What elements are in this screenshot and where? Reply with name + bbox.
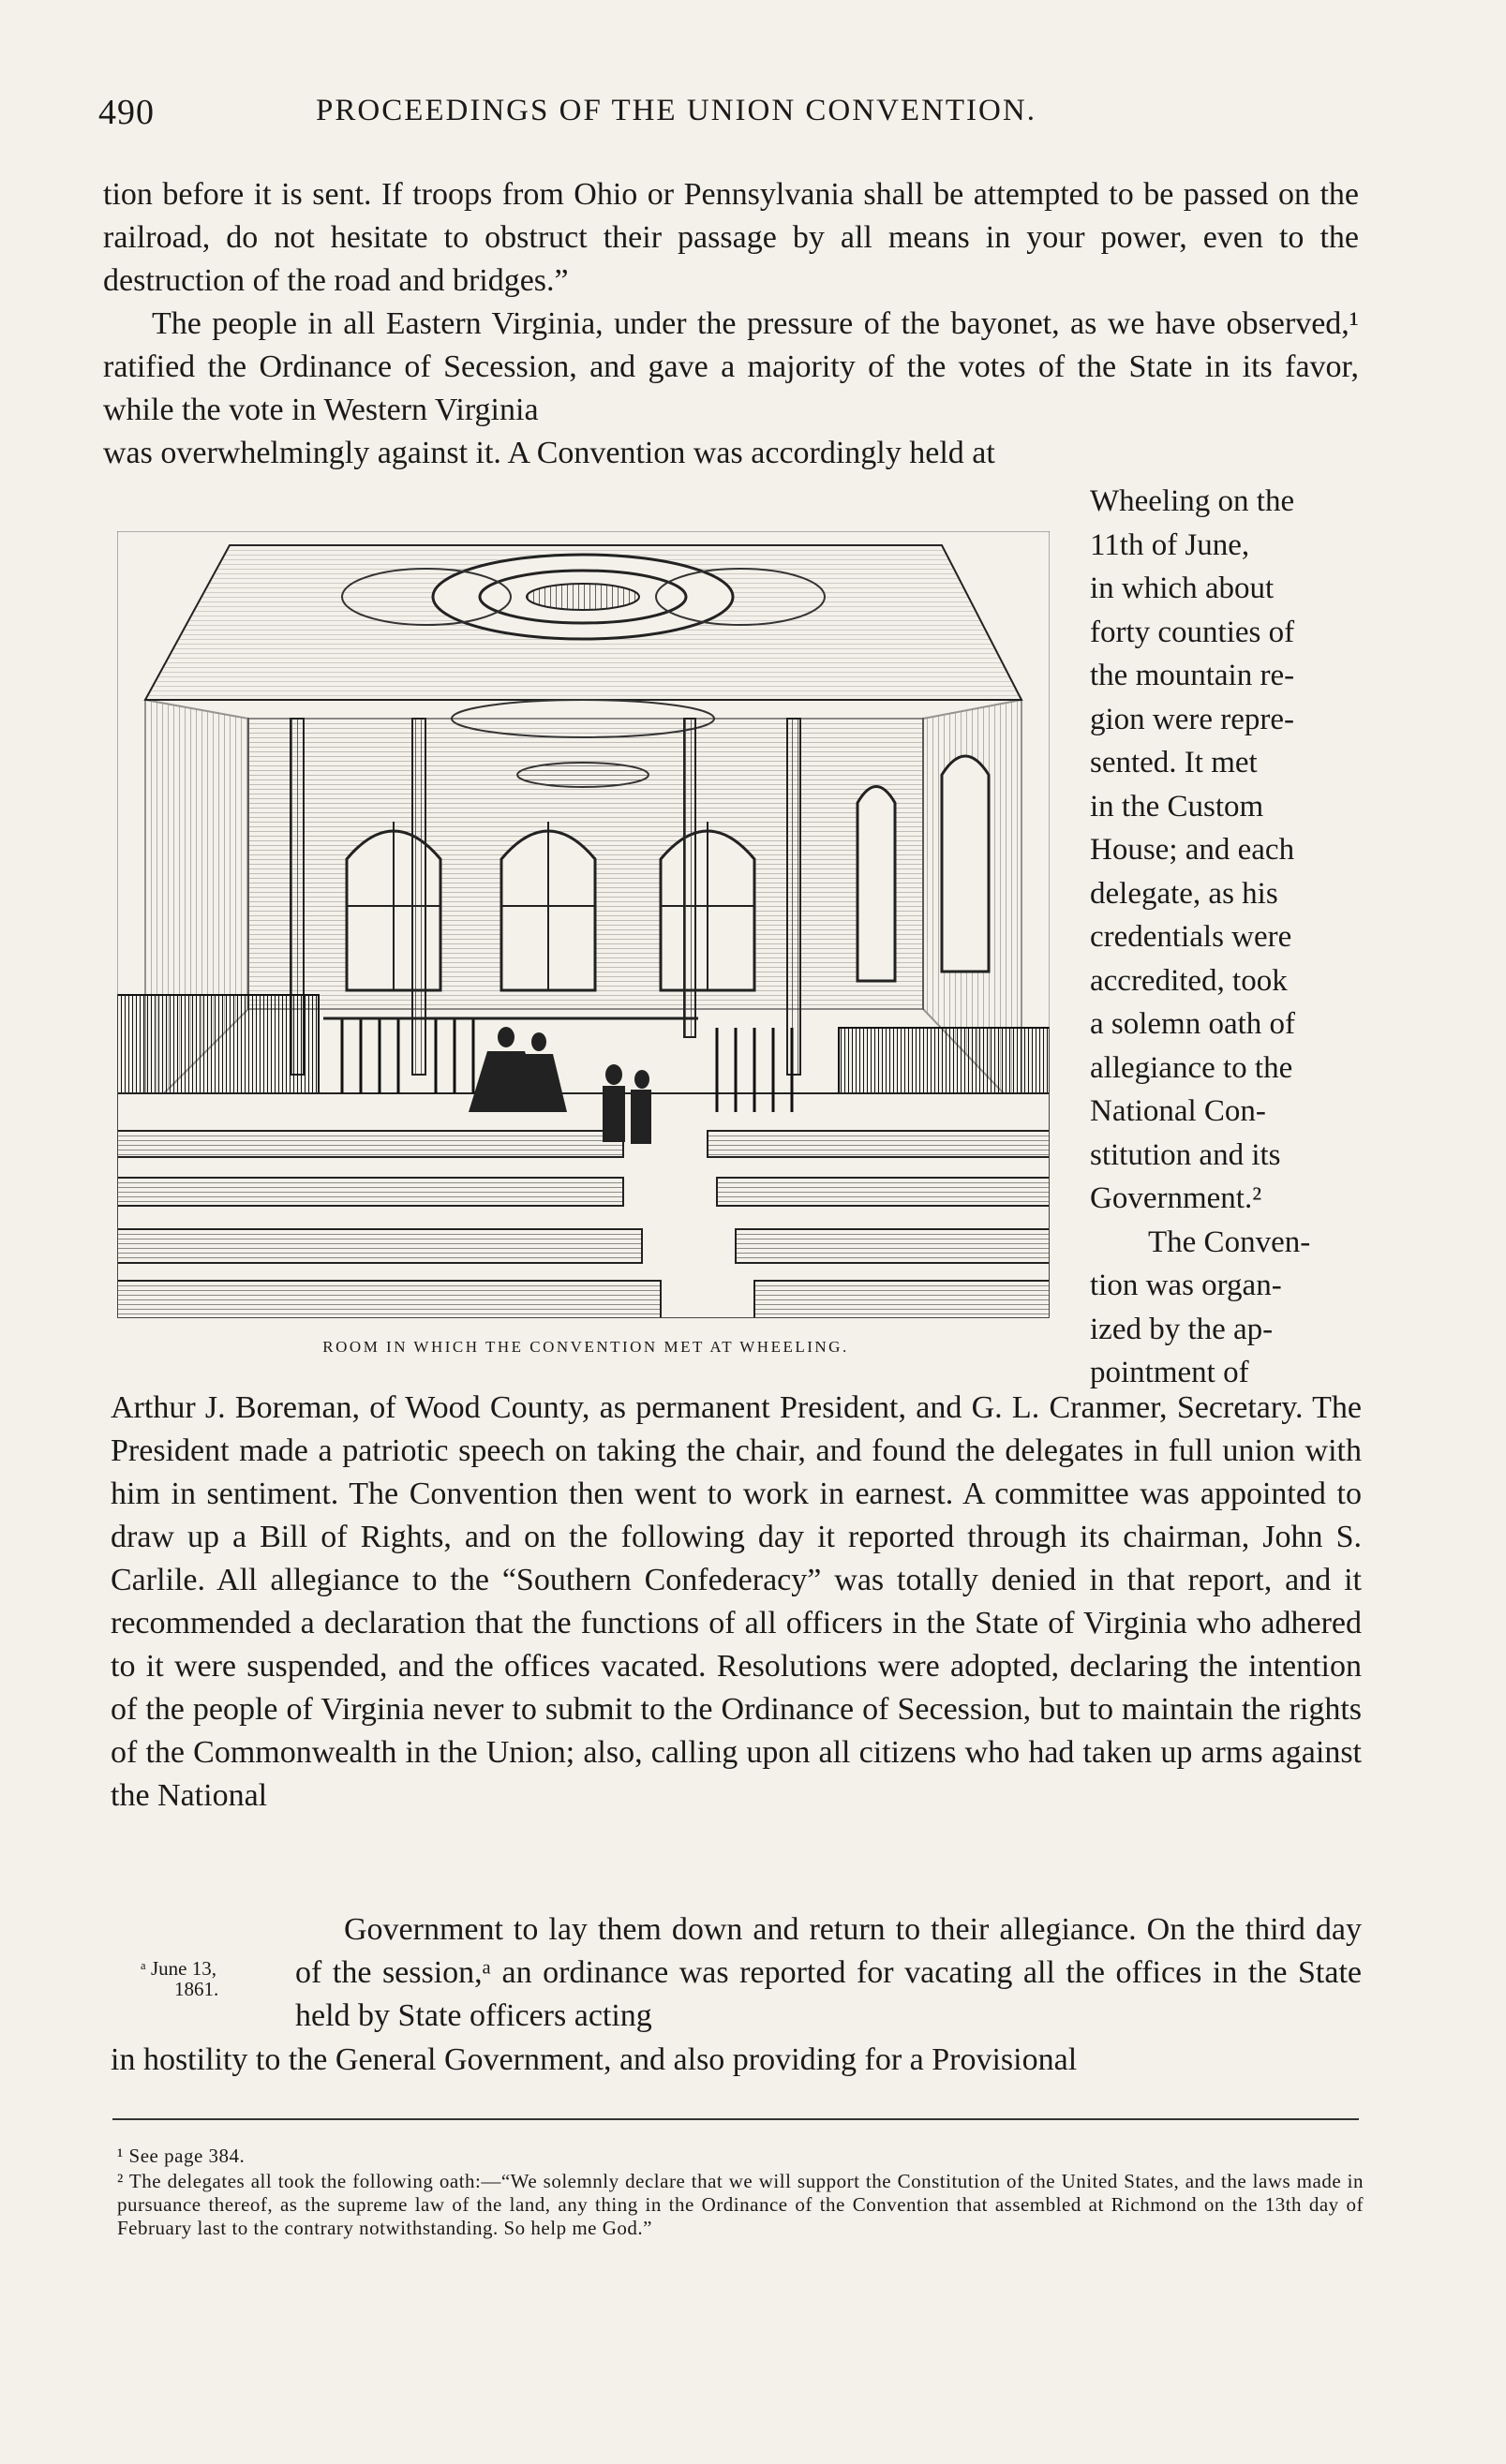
wrapped-line: forty counties of [1090, 615, 1295, 649]
footnotes [117, 2145, 1364, 2242]
paragraph-4: Government to lay them down and return to their allegiance. On the third day of the session,ᵃ an ordinance was reported for vacating all the offices in the State held by State officers acting [295, 1912, 1362, 2033]
wrapped-line: tion was organ- [1090, 1269, 1282, 1302]
wrapped-line: 11th of June, [1090, 527, 1250, 562]
wrapped-line: Wheeling on the [1090, 484, 1295, 518]
wrapped-line: National Con- [1090, 1094, 1266, 1128]
running-title: PROCEEDINGS OF THE UNION CONVENTION. [316, 94, 1036, 127]
marginal-date-note [141, 1958, 218, 1999]
wrapped-line: in which about [1090, 571, 1275, 605]
wrapped-line: pointment of [1090, 1356, 1249, 1389]
margin-note-line: ᵃ June 13, [141, 1957, 216, 1980]
wrapped-line: in the Custom [1090, 789, 1264, 824]
wrapped-line: The Conven- [1148, 1225, 1311, 1259]
wrapped-line: accredited, took [1090, 963, 1288, 998]
footnote-2: ² The delegates all took the following oath:—“We solemnly declare that we will support the Constitution of the United States, and the laws made in pursuance thereof, as the supreme law of the land, any thing in the Ordinance of the Convention that assembled at Richmond on the 13th day of February last to the contrary notwithstanding. So help me God.” [117, 2170, 1364, 2239]
wrapped-line: House; and each [1090, 833, 1295, 867]
wrapped-text-column [1090, 480, 1362, 1395]
wrapped-line: gion were repre- [1090, 702, 1295, 736]
margin-note-line: 1861. [174, 1978, 219, 2000]
page-header [98, 92, 1359, 139]
paragraph-2: The people in all Eastern Virginia, under the pressure of the bayonet, as we have observed,¹ ratified the Ordinance of Secession, and gave a majority of the votes of the State in its favor, while the vote in Western Virginia [103, 306, 1359, 427]
wrapped-line: allegiance to the [1090, 1050, 1293, 1085]
engraving-illustration [117, 531, 1050, 1318]
figure-caption: ROOM IN WHICH THE CONVENTION MET AT WHEELING. [322, 1338, 849, 1356]
wrapped-line: delegate, as his [1090, 876, 1278, 911]
wrapped-line: sented. It met [1090, 746, 1258, 779]
wrapped-line: the mountain re- [1090, 659, 1295, 692]
footnote-divider [112, 2118, 1359, 2120]
footnote-1: ¹ See page 384. [117, 2145, 246, 2167]
wrapped-line: credentials were [1090, 920, 1292, 954]
paragraph-5: in hostility to the General Government, and also providing for a Provisional [111, 2042, 1078, 2077]
wrapped-line: Government.² [1090, 1181, 1262, 1215]
paragraph-2-continued: was overwhelmingly against it. A Convention was accordingly held at [103, 436, 995, 470]
wrapped-line: stitution and its [1090, 1137, 1281, 1172]
wrapped-line: a solemn oath of [1090, 1007, 1296, 1041]
engraving-convention-room [117, 531, 1050, 1318]
paragraph-1: tion before it is sent. If troops from Ohio or Pennsylvania shall be attempted to be passed on the railroad, do not hesitate to obstruct their passage by all means in your power, even to the destruction of the road and bridges.” [103, 177, 1359, 298]
paragraph-3: Arthur J. Boreman, of Wood County, as permanent President, and G. L. Cranmer, Secretary. The President made a patriotic speech on taking the chair, and found the delegates in full union with him in sentiment. The Convention then went to work in earnest. A committee was appointed to draw up a Bill of Rights, and on the following day it reported through its chairman, John S. Carlile. All allegiance to the “Southern Confederacy” was totally denied in that report, and it recommended a declaration that the functions of all officers in the State of Virginia who adhered to it were suspended, and the offices vacated. Resolutions were adopted, declaring the intention of the people of Virginia never to submit to the Ordinance of Secession, but to maintain the rights of the Commonwealth in the Union; also, calling upon all citizens who had taken up arms against the National [111, 1390, 1362, 1813]
page-number: 490 [98, 93, 155, 132]
wrapped-line: ized by the ap- [1090, 1312, 1274, 1346]
